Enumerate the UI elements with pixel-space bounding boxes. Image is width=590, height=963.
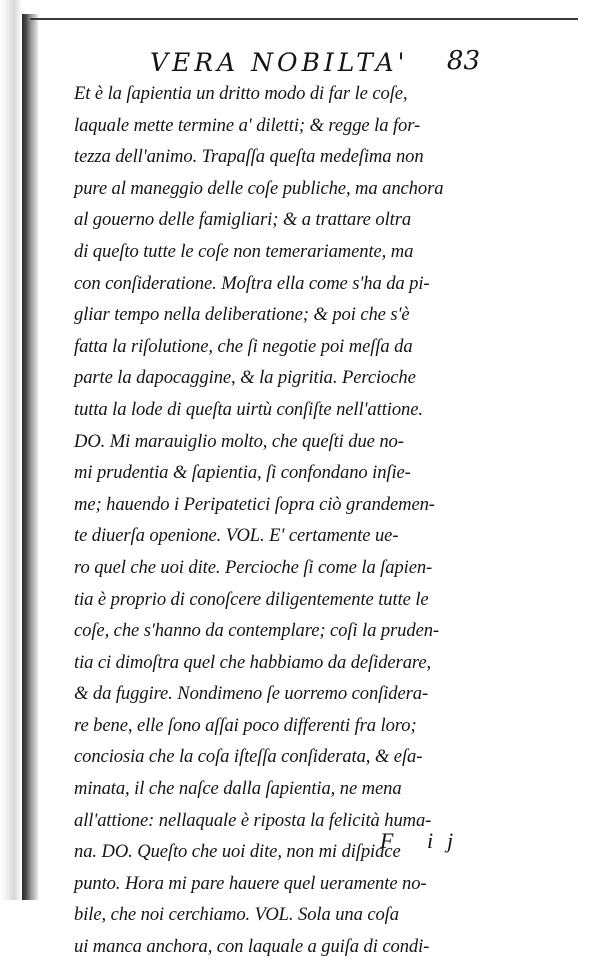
text-line: bile, che noi cerchiamo. VOL. Sola una coſa: [74, 904, 399, 926]
text-line: con conſideratione. Moſtra ella come s'ha da pi-: [74, 272, 430, 294]
text-line: parte la dapocaggine, & la pigritia. Percioche: [74, 367, 416, 389]
book-spine-shadow: [0, 0, 22, 900]
text-line: Et è la ſapientia un dritto modo di far le coſe,: [74, 83, 408, 104]
text-line: re bene, elle ſono aſſai poco differenti fra loro;: [74, 714, 417, 736]
text-line: tia è proprio di conoſcere diligentemente tutte le: [74, 588, 429, 610]
text-line: & da fuggire. Nondimeno ſe uorremo conſidera-: [74, 683, 429, 705]
text-line: na. DO. Queſto che uoi dite, non mi diſpiace: [74, 841, 401, 863]
top-rule: [30, 18, 578, 20]
page-number: 83: [446, 46, 480, 76]
text-line: fatta la riſolutione, che ſi negotie poi meſſa da: [74, 335, 413, 357]
text-line: tutta la lode di queſta uirtù conſiſte nell'attione.: [74, 398, 423, 420]
text-line: punto. Hora mi pare hauere quel ueramente no-: [74, 872, 427, 894]
page-gutter-edge: [22, 14, 38, 900]
text-line: me; hauendo i Peripatetici ſopra ciò grandemen-: [74, 493, 435, 515]
text-line: pure al maneggio delle coſe publiche, ma anchora: [74, 177, 444, 199]
text-line: minata, il che naſce dalla ſapientia, ne mena: [74, 778, 402, 800]
page-header: [150, 46, 480, 80]
text-line: al gouerno delle famigliari; & a trattare oltra: [74, 209, 412, 231]
text-line: all'attione: nellaquale è riposta la felicità huma-: [74, 809, 432, 831]
text-line: tezza dell'animo. Trapaſſa queſta medeſima non: [74, 146, 424, 168]
text-line: laquale mette termine a' diletti; & regge la for-: [74, 114, 421, 136]
text-line: ui manca anchora, con laquale a guiſa di condi-: [74, 936, 430, 958]
text-line: coſe, che s'hanno da contemplare; coſi la pruden-: [74, 620, 440, 642]
text-line: mi prudentia & ſapientia, ſi confondano inſie-: [74, 462, 411, 484]
signature-mark: F ij: [380, 828, 468, 853]
text-line: di queſto tutte le coſe non temerariamente, ma: [74, 240, 414, 262]
text-line: gliar tempo nella deliberatione; & poi che s'è: [74, 304, 410, 326]
text-line: tia ci dimoſtra quel che habbiamo da deſiderare,: [74, 651, 432, 673]
text-line: te diuerſa openione. VOL. E' certamente ue-: [74, 525, 399, 547]
text-line: DO. Mi marauiglio molto, che queſti due no-: [74, 430, 404, 452]
text-line: ro quel che uoi dite. Percioche ſi come la ſapien-: [74, 556, 433, 578]
running-title: VERA NOBILTA': [150, 48, 409, 77]
text-line: conciosia che la coſa iſteſſa conſiderata, & eſa-: [74, 746, 423, 768]
